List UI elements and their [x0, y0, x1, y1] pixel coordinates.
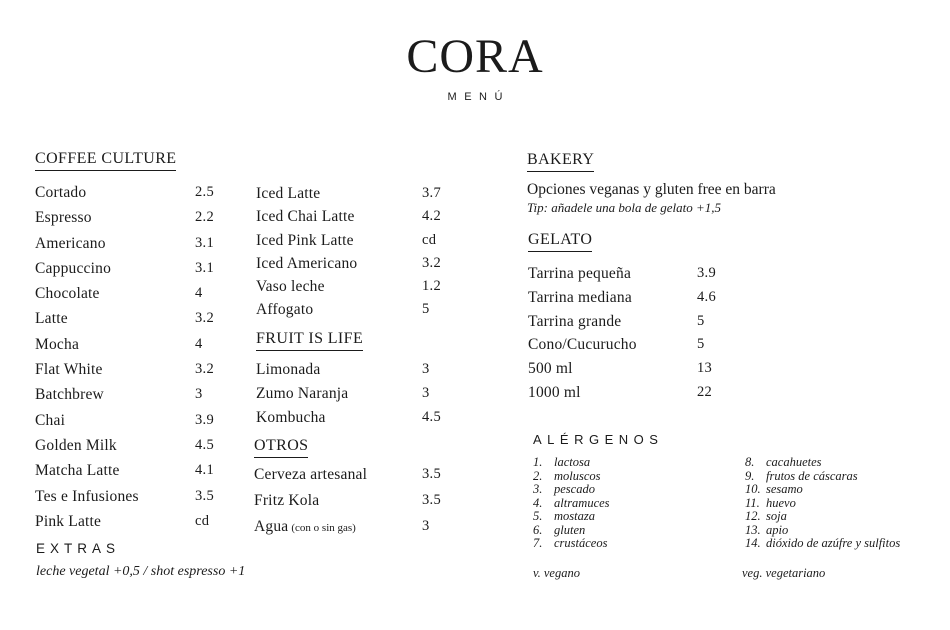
- item-name: Iced Latte: [256, 185, 321, 202]
- allergen-number: 5.: [533, 509, 543, 523]
- item-name: Matcha Latte: [35, 462, 120, 480]
- brand-header: [0, 30, 950, 103]
- item-price: 5: [697, 336, 705, 353]
- alergenos-title: ALÉRGENOS: [533, 432, 664, 447]
- item-name: Latte: [35, 310, 68, 328]
- menu-item-row: [35, 434, 265, 459]
- item-name: Espresso: [35, 209, 92, 227]
- menu-item-row: [528, 310, 758, 334]
- menu-item-row: [256, 358, 471, 382]
- item-name: Tarrina mediana: [528, 288, 632, 306]
- legend-vegan: v. vegano: [533, 566, 580, 580]
- item-price: 3.1: [195, 234, 215, 251]
- fruit-is-life-items: [256, 358, 471, 429]
- item-price: 1.2: [422, 278, 442, 295]
- item-price: 5: [697, 312, 705, 329]
- allergen-row: [745, 497, 950, 511]
- item-price: 22: [697, 383, 713, 400]
- item-name: Cerveza artesanal: [254, 466, 368, 483]
- allergen-row: [533, 456, 733, 470]
- allergen-text: pescado: [554, 482, 595, 496]
- item-note: (con o sin gas): [291, 521, 356, 534]
- allergen-row: [745, 456, 950, 470]
- item-price: 3.5: [195, 487, 215, 504]
- section-alergenos: [533, 432, 943, 551]
- item-price: 4: [195, 335, 203, 352]
- item-name: Americano: [35, 234, 106, 252]
- section-bakery: [527, 151, 857, 216]
- allergen-text: soja: [766, 509, 787, 523]
- coffee-culture-items: [35, 181, 265, 535]
- menu-item-row: [35, 383, 265, 408]
- allergen-text: lactosa: [554, 455, 591, 469]
- item-name: Cappuccino: [35, 259, 112, 277]
- allergen-row: [533, 497, 733, 511]
- item-price: 2.2: [195, 209, 215, 226]
- section-iced-drinks: [256, 182, 471, 322]
- item-price: 3: [195, 386, 203, 403]
- allergen-text: cacahuetes: [766, 455, 822, 469]
- menu-item-row: [35, 333, 265, 358]
- allergen-row: [533, 510, 733, 524]
- menu-item-row: [35, 307, 265, 332]
- bakery-line: Opciones veganas y gluten free en barra: [527, 181, 776, 198]
- allergen-number: 3.: [533, 482, 543, 496]
- menu-item-row: [35, 510, 265, 535]
- allergen-number: 10.: [745, 482, 761, 496]
- item-name: Tarrina pequeña: [528, 265, 632, 282]
- allergen-number: 1.: [533, 455, 543, 469]
- allergen-text: apio: [766, 522, 789, 537]
- item-price: 3: [422, 361, 430, 377]
- item-price: 3: [422, 517, 430, 534]
- item-name: Tes e Infusiones: [35, 487, 139, 505]
- section-gelato: [528, 231, 758, 405]
- allergen-text: crustáceos: [554, 536, 608, 550]
- item-price: 3.5: [422, 466, 442, 482]
- allergen-row: [745, 537, 950, 551]
- menu-item-row: [528, 357, 758, 381]
- item-price: 3.5: [422, 491, 442, 508]
- item-price: 4: [195, 285, 203, 302]
- item-name: Zumo Naranja: [256, 384, 349, 402]
- menu-item-row: [256, 298, 471, 321]
- item-price: 3.2: [195, 361, 215, 378]
- allergen-number: 4.: [533, 495, 543, 510]
- section-fruit-is-life: [256, 330, 471, 429]
- menu-item-row: [254, 515, 469, 541]
- item-price: 3.1: [195, 259, 215, 276]
- menu-item-row: [35, 206, 265, 231]
- menu-item-row: [528, 381, 758, 405]
- section-coffee-culture: [35, 150, 265, 535]
- menu-item-row: [35, 257, 265, 282]
- item-name: Golden Milk: [35, 436, 117, 454]
- item-name: Mocha: [35, 335, 80, 353]
- menu-item-row: [35, 232, 265, 257]
- menu-item-row: [35, 358, 265, 383]
- item-name: Flat White: [35, 361, 103, 379]
- item-price: 4.6: [697, 288, 717, 305]
- allergen-row: [533, 537, 733, 551]
- extras-title: EXTRAS: [36, 541, 121, 556]
- fruit-is-life-title: FRUIT IS LIFE: [256, 330, 363, 351]
- item-name: Affogato: [256, 301, 314, 319]
- menu-item-row: [256, 406, 471, 430]
- bakery-title: BAKERY: [527, 151, 594, 172]
- alergenos-column-2: [745, 456, 950, 551]
- menu-item-row: [254, 489, 469, 515]
- allergen-number: 13.: [745, 522, 761, 537]
- bakery-tip: Tip: añadele una bola de gelato +1,5: [527, 200, 722, 215]
- item-price: 3.9: [195, 411, 215, 428]
- coffee-culture-title: COFFEE CULTURE: [35, 150, 176, 171]
- item-name: Kombucha: [256, 408, 326, 426]
- allergen-row: [533, 483, 733, 497]
- allergen-text: mostaza: [554, 509, 595, 523]
- menu-item-row: [528, 286, 758, 310]
- allergen-row: [533, 470, 733, 484]
- item-name: Agua: [254, 517, 289, 535]
- menu-item-row: [256, 229, 471, 252]
- item-price: cd: [422, 231, 437, 248]
- brand-logo: CORA: [406, 30, 544, 83]
- extras-detail: leche vegetal +0,5 / shot espresso +1: [36, 564, 246, 579]
- iced-drinks-items: [256, 182, 471, 322]
- allergen-text: dióxido de azúfre y sulfitos: [766, 536, 901, 550]
- alergenos-column-1: [533, 456, 733, 551]
- item-price: 5: [422, 301, 430, 318]
- allergen-number: 14.: [745, 536, 761, 550]
- menu-item-row: [528, 262, 758, 286]
- allergen-row: [745, 470, 950, 484]
- item-name: Chocolate: [35, 285, 100, 303]
- menu-item-row: [256, 205, 471, 228]
- otros-items: [254, 463, 469, 540]
- allergen-number: 8.: [745, 455, 755, 469]
- allergen-text: frutos de cáscaras: [766, 468, 858, 483]
- item-price: 4.5: [195, 436, 215, 453]
- item-price: 4.5: [422, 408, 442, 425]
- allergen-number: 9.: [745, 468, 755, 483]
- otros-title: OTROS: [254, 437, 308, 458]
- menu-item-row: [256, 275, 471, 298]
- menu-item-row: [35, 459, 265, 484]
- legend-vegetarian: veg. vegetariano: [742, 566, 826, 580]
- item-name: Pink Latte: [35, 512, 102, 530]
- allergen-text: altramuces: [554, 495, 610, 510]
- allergen-text: gluten: [554, 522, 586, 537]
- allergen-row: [745, 524, 950, 538]
- allergen-number: 11.: [745, 495, 760, 510]
- item-name: 500 ml: [528, 360, 573, 378]
- brand-subtitle: MENÚ: [447, 91, 510, 103]
- item-name: Chai: [35, 411, 66, 429]
- item-name: Iced Americano: [256, 254, 358, 272]
- item-price: 4.2: [422, 208, 442, 225]
- allergen-number: 7.: [533, 536, 543, 550]
- menu-item-row: [35, 485, 265, 510]
- item-price: 13: [697, 360, 713, 377]
- menu-item-row: [256, 252, 471, 275]
- item-price: 3.7: [422, 185, 442, 201]
- allergen-text: sesamo: [766, 482, 803, 496]
- section-otros: [254, 437, 469, 540]
- allergen-text: huevo: [766, 495, 796, 510]
- item-name: Cono/Cucurucho: [528, 336, 637, 354]
- item-price: cd: [195, 512, 210, 529]
- item-name: 1000 ml: [528, 383, 581, 401]
- item-name: Tarrina grande: [528, 312, 622, 330]
- allergen-row: [745, 510, 950, 524]
- allergen-text: moluscos: [554, 468, 601, 483]
- menu-item-row: [35, 409, 265, 434]
- item-name: Iced Pink Latte: [256, 231, 354, 249]
- menu-item-row: [256, 382, 471, 406]
- section-extras: [36, 541, 296, 580]
- gelato-items: [528, 262, 758, 405]
- allergen-number: 2.: [533, 468, 543, 483]
- menu-item-row: [35, 282, 265, 307]
- menu-item-row: [256, 182, 471, 205]
- alergenos-columns: [533, 456, 943, 551]
- allergen-number: 6.: [533, 522, 543, 537]
- item-price: 3: [422, 384, 430, 401]
- gelato-title: GELATO: [528, 231, 592, 252]
- menu-item-row: [254, 463, 469, 489]
- item-name: Cortado: [35, 184, 87, 201]
- item-price: 3.2: [422, 254, 442, 271]
- item-name: Limonada: [256, 361, 321, 378]
- item-price: 2.5: [195, 184, 215, 200]
- menu-item-row: [528, 333, 758, 357]
- menu-item-row: [35, 181, 265, 206]
- item-price: 3.2: [195, 310, 215, 327]
- item-price: 3.9: [697, 265, 717, 281]
- allergen-row: [533, 524, 733, 538]
- allergen-row: [745, 483, 950, 497]
- item-name: Fritz Kola: [254, 491, 320, 509]
- item-name: Batchbrew: [35, 386, 104, 404]
- item-name: Iced Chai Latte: [256, 208, 355, 226]
- item-name: Vaso leche: [256, 278, 325, 296]
- allergen-number: 12.: [745, 509, 761, 523]
- item-price: 4.1: [195, 462, 215, 479]
